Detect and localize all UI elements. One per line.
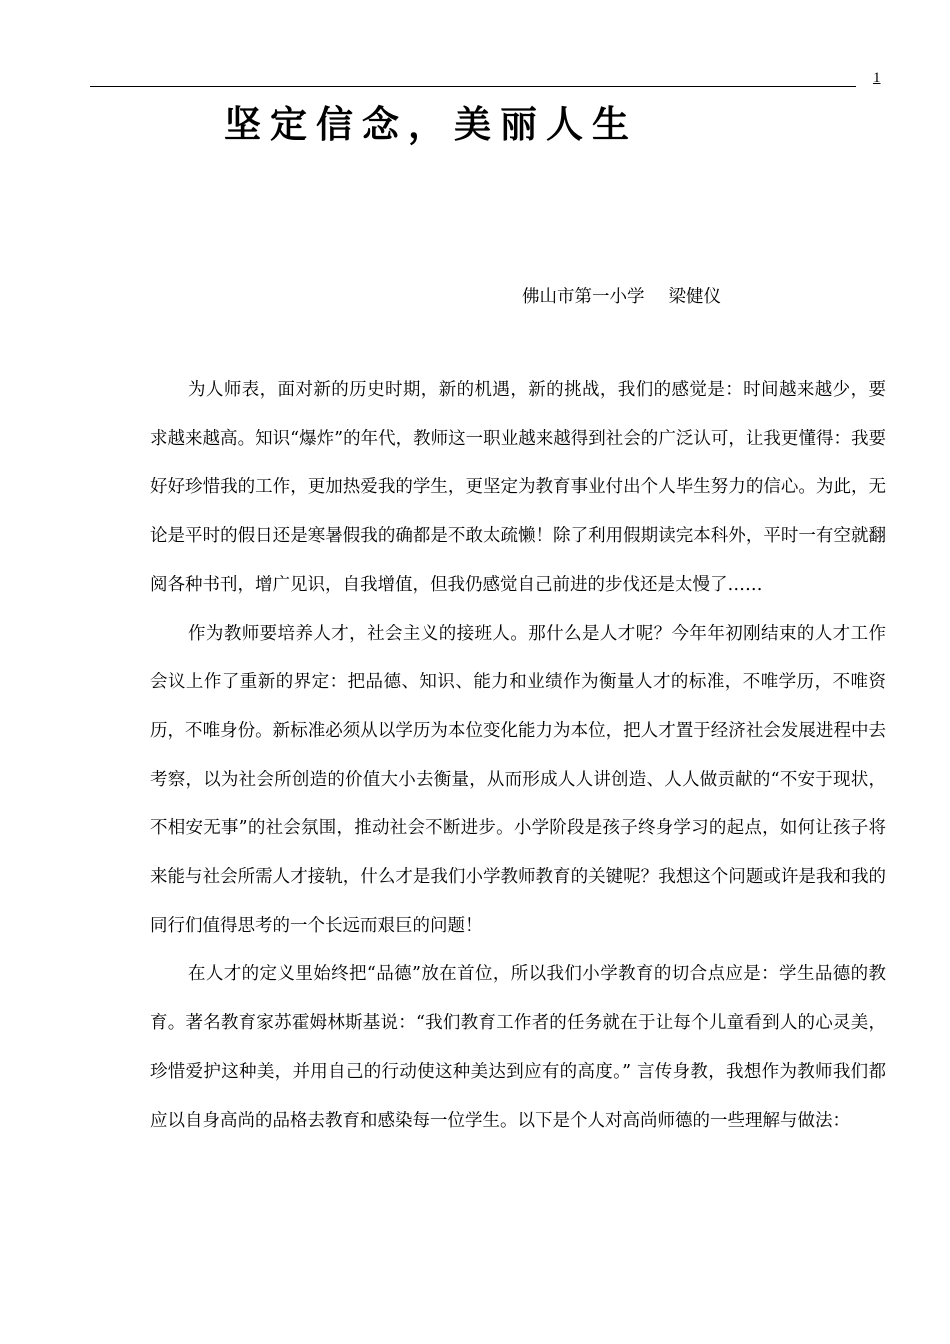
header-rule bbox=[90, 86, 856, 87]
author-line bbox=[522, 284, 721, 310]
author-school: 佛山市第一小学 bbox=[522, 287, 645, 307]
page-number: 1 bbox=[873, 70, 881, 86]
document-body bbox=[150, 366, 886, 1145]
paragraph: 为人师表，面对新的历史时期，新的机遇，新的挑战，我们的感觉是：时间越来越少，要求越来越高。知识“爆炸”的年代，教师这一职业越来越得到社会的广泛认可，让我更懂得：我要好好珍惜我的工作，更加热爱我的学生，更坚定为教育事业付出个人毕生努力的信心。为此，无论是平时的假日还是寒暑假我的确都是不敢太疏懒！除了利用假期读完本科外，平时一有空就翻阅各种书刊，增广见识，自我增值，但我仍感觉自己前进的步伐还是太慢了…… bbox=[150, 380, 886, 595]
paragraph: 在人才的定义里始终把“品德”放在首位，所以我们小学教育的切合点应是：学生品德的教育。著名教育家苏霍姆林斯基说：“我们教育工作者的任务就在于让每个儿童看到人的心灵美，珍惜爱护这种美，并用自己的行动使这种美达到应有的高度。” 言传身教，我想作为教师我们都应以自身高尚的品格去教育和感染每一位学生。以下是个人对高尚师德的一些理解与做法： bbox=[150, 964, 886, 1131]
author-name: 梁健仪 bbox=[668, 287, 721, 307]
paragraph: 作为教师要培养人才，社会主义的接班人。那什么是人才呢？今年年初刚结束的人才工作会议上作了重新的界定：把品德、知识、能力和业绩作为衡量人才的标准，不唯学历，不唯资历，不唯身份。新标准必须从以学历为本位变化能力为本位，把人才置于经济社会发展进程中去考察，以为社会所创造的价值大小去衡量，从而形成人人讲创造、人人做贡献的“不安于现状，不相安无事”的社会氛围，推动社会不断进步。小学阶段是孩子终身学习的起点，如何让孩子将来能与社会所需人才接轨，什么才是我们小学教师教育的关键呢？我想这个问题或许是我和我的同行们值得思考的一个长远而艰巨的问题！ bbox=[150, 623, 886, 936]
document-title: 坚定信念，美丽人生 bbox=[224, 103, 638, 146]
